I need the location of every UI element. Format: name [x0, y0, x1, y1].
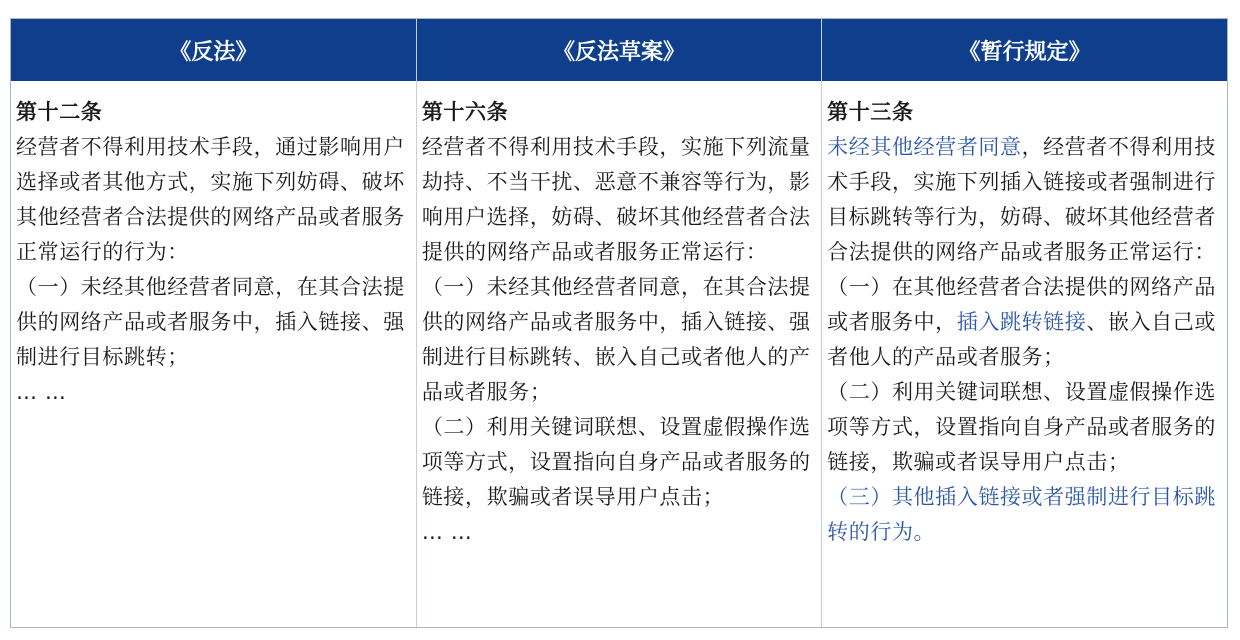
article-text: 经营者不得利用技术手段，通过影响用户选择或者其他方式，实施下列妨碍、破坏其他经营者合法提供的网络产品或者服务正常运行的行为： [16, 135, 405, 264]
article-text: … … [16, 380, 67, 404]
article-text: （二）利用关键词联想、设置虚假操作选项等方式，设置指向自身产品或者服务的链接，欺骗或者误导用户点击； [827, 380, 1216, 474]
highlighted-text: 未经其他经营者同意 [827, 135, 1022, 159]
highlighted-text: （三）其他插入链接或者强制进行目标跳转的行为。 [827, 485, 1216, 544]
article-text: （一）未经其他经营者同意，在其合法提供的网络产品或者服务中，插入链接、强制进行目标跳转、嵌入自己或者他人的产品或者服务； [421, 275, 811, 404]
highlighted-text: 插入跳转链接 [956, 310, 1087, 334]
article-paragraph [16, 130, 410, 270]
article-text: 经营者不得利用技术手段，实施下列流量劫持、不当干扰、恶意不兼容等行为，影响用户选择，妨碍、破坏其他经营者合法提供的网络产品或者服务正常运行： [421, 135, 811, 264]
article-paragraph [827, 130, 1221, 270]
article-title: 第十六条 [421, 100, 509, 124]
article-paragraph [422, 515, 815, 550]
article-paragraph [422, 410, 815, 515]
comparison-table-container [10, 18, 1228, 628]
article-title: 第十二条 [16, 100, 103, 124]
article-paragraph [16, 375, 410, 410]
article-paragraph [827, 480, 1221, 550]
header-cell-interim-provisions: 《暂行规定》 [822, 19, 1227, 81]
article-text: … … [421, 520, 473, 544]
article-paragraph [422, 270, 815, 410]
column-cell [11, 81, 416, 627]
content-row [11, 81, 1227, 627]
header-cell-anti-unfair-competition-law: 《反法》 [11, 19, 416, 81]
law-comparison-table [11, 19, 1227, 627]
header-row [11, 19, 1227, 81]
article-title: 第十三条 [827, 100, 914, 124]
article-text: ，经营者不得利用技术手段，实施下列插入链接或者强制进行目标跳转等行为，妨碍、破坏其他经营者合法提供的网络产品或者服务正常运行： [827, 135, 1216, 264]
column-cell [822, 81, 1227, 627]
column-cell [416, 81, 821, 627]
article-body [422, 130, 815, 550]
article-text: （一）未经其他经营者同意，在其合法提供的网络产品或者服务中，插入链接、强制进行目标跳转； [16, 275, 405, 369]
article-text: （二）利用关键词联想、设置虚假操作选项等方式，设置指向自身产品或者服务的链接，欺骗或者误导用户点击； [421, 415, 811, 509]
article-body [16, 130, 410, 410]
article-text: 、嵌入自己或者他人的产品或者服务； [827, 310, 1216, 369]
header-cell-draft-law: 《反法草案》 [416, 19, 821, 81]
article-paragraph [827, 270, 1221, 375]
article-body [827, 130, 1221, 550]
article-paragraph [422, 130, 815, 270]
article-text: （一）在其他经营者合法提供的网络产品或者服务中， [827, 275, 1216, 334]
article-paragraph [16, 270, 410, 375]
article-paragraph [827, 375, 1221, 480]
